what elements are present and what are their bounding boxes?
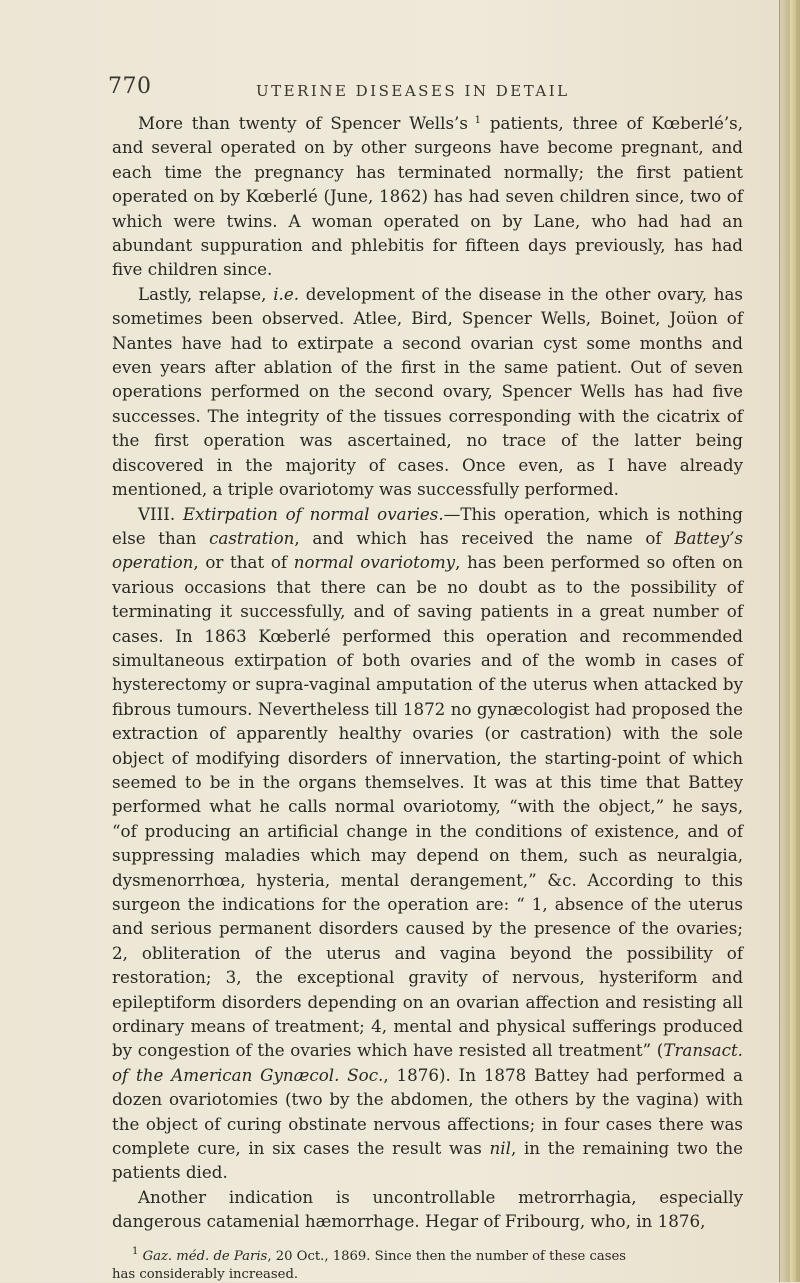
paragraph-pregnancy (112, 111, 743, 282)
page-edge (779, 0, 800, 1282)
italic-text: nil (490, 1138, 511, 1158)
italic-text: normal ovariotomy (294, 552, 455, 572)
text-span: More than twenty of Spencer Wells’s (138, 113, 468, 133)
paragraph-relapse (112, 282, 743, 502)
text-span: Lastly, relapse, (138, 284, 273, 304)
text-span: , and which has received the name of (294, 528, 674, 548)
paragraph-extirpation (112, 502, 743, 1185)
italic-text: i.e. (273, 284, 299, 304)
text-span: patients, three of Kœberlé’s, and several operated on by other surgeons have become pregnant, and each time the pregnancy has terminated normally; the first patient operated on by Kœberlé (June, 1862) has had seven children since, two of which were twins. A woman operated on by Lane, who had had an abundant suppuration and phlebitis for fifteen days previously, has had five children since. (112, 113, 743, 279)
footnote-ref-number: 1 (475, 115, 481, 126)
page-edge-fold (790, 0, 796, 1282)
section-number: VIII. (138, 504, 183, 524)
italic-text: Battey’s operation (112, 528, 743, 572)
text-span: development of the disease in the other ovary, has sometimes been observed. Atlee, Bird, Spencer Wells, Boinet, Joüon of Nantes have had to extirpate a second ovarian cyst some months and even years after ablation of the first in the same patient. Out of seven operations performed on the second ovary, Spencer Wells has had five successes. The integrity of the tissues corresponding with the cicatrix of the first operation was ascertained, no trace of the latter being discovered in the majority of cases. Once even, as I have already mentioned, a triple ovariotomy was successfully performed. (112, 284, 743, 499)
footnote-marker: 1 (132, 1246, 138, 1257)
footnote-reference (468, 115, 481, 126)
text-span: —This operation, which is nothing else than (112, 504, 743, 548)
footnote-journal: Gaz. méd. de Paris (143, 1249, 268, 1264)
footnote-line: has considerably increased. (112, 1266, 743, 1283)
footnote-line (112, 1248, 743, 1266)
citation: Transact. of the American Gynæcol. Soc. (112, 1040, 743, 1084)
footnote (112, 1248, 743, 1283)
italic-text: castration (209, 528, 294, 548)
paragraph-metrorrhagia: Another indication is uncontrollable metrorrhagia, especially dangerous catamenial hæmorrhage. Hegar of Fribourg, who, in 1876, (112, 1185, 743, 1234)
body-text (112, 111, 743, 1234)
text-span: , 20 Oct., 1869. Since then the number of these cases (267, 1249, 626, 1264)
page-number: 770 (108, 74, 152, 99)
text-span: , in the remaining two the patients died. (112, 1138, 743, 1182)
section-heading: Extirpation of normal ovaries. (183, 504, 444, 524)
text-span: , 1876). In 1878 Battey had performed a dozen ovariotomies (two by the abdomen, the others by the vagina) with the object of curing obstinate nervous affections; in four cases there was complete cure, in six cases the result was (112, 1065, 743, 1158)
running-head: UTERINE DISEASES IN DETAIL (256, 82, 570, 100)
text-span: , or that of (193, 552, 293, 572)
text-span: , has been performed so often on various occasions that there can be no doubt as to the possibility of terminating it successfully, and of saving patients in a great number of cases. In 1863 Kœberlé performed this operation and recommended simultaneous extirpation of both ovaries and of the womb in cases of hysterectomy or supra-vaginal amputation of the uterus when attacked by fibrous tumours. Nevertheless till 1872 no gynæcologist had proposed the extraction of apparently healthy ovaries (or castration) with the sole object of modifying disorders of innervation, the starting-point of which seemed to be in the organs themselves. It was at this time that Battey performed what he calls normal ovariotomy, “with the object,” he says, “of producing an artificial change in the conditions of existence, and of suppressing maladies which may depend on them, such as neuralgia, dysmenorrhœa, hysteria, mental derangement,” &c. According to this surgeon the indications for the operation are: “ 1, absence of the uterus and serious permanent disorders caused by the presence of the ovaries; 2, obliteration of the uterus and vagina beyond the possibility of restoration; 3, the exceptional gravity of nervous, hysteriform and epileptiform disorders depending on an ovarian affection and resisting all ordinary means of treatment; 4, mental and physical sufferings produced by congestion of the ovaries which have resisted all treatment” ( (112, 552, 743, 1060)
